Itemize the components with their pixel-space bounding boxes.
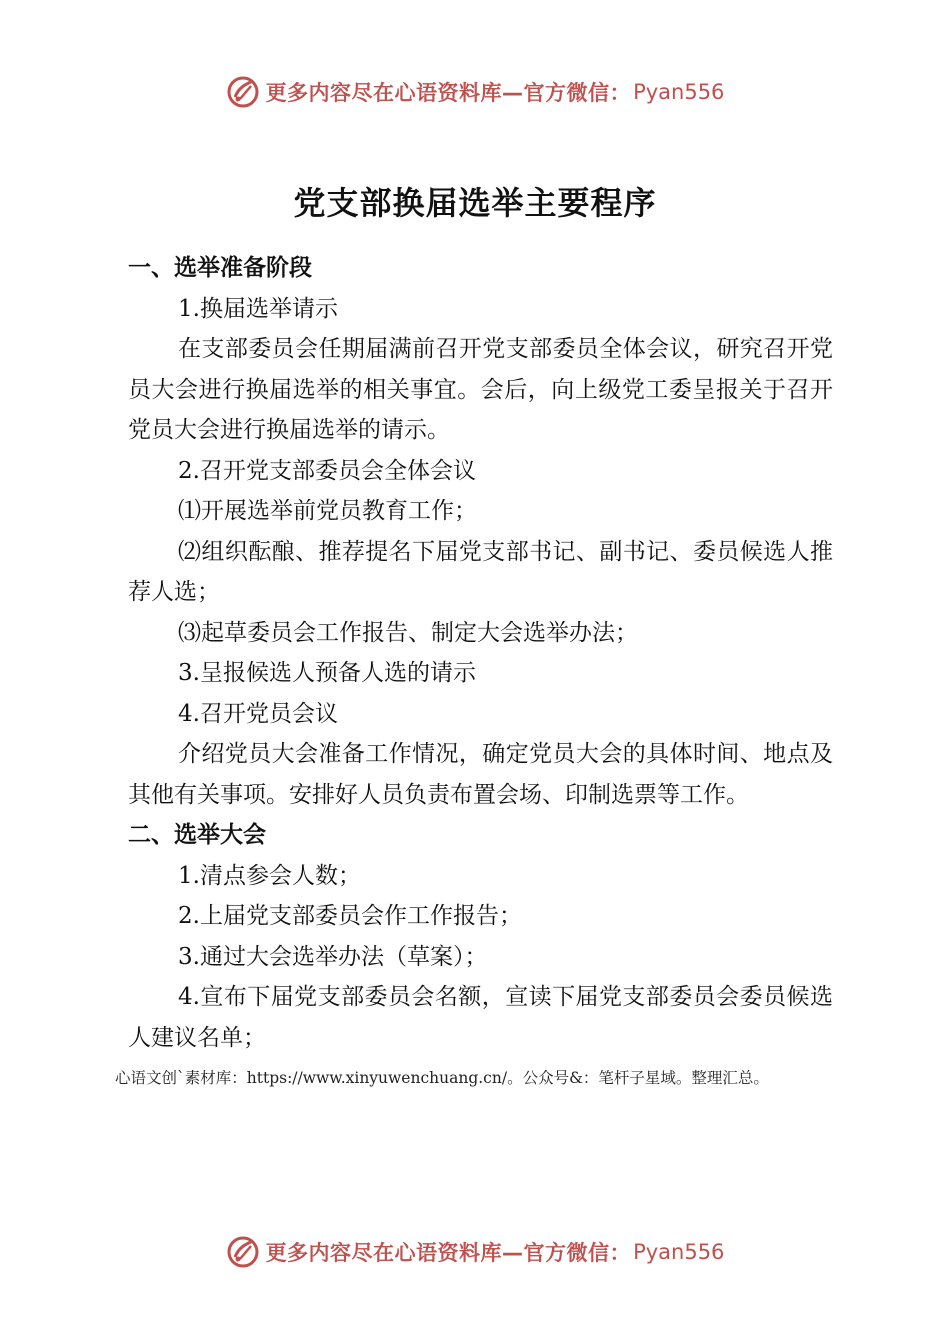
page-title: 党支部换届选举主要程序: [293, 184, 657, 222]
s2-item4: 4.宣布下届党支部委员会名额，宣读下届党支部委员会委员候选人建议名单；: [128, 984, 833, 1051]
source-footnote: 心语文创`素材库：https://www.xinyuwenchuang.cn/。公众号&：笔杆子星域。整理汇总。: [115, 1069, 769, 1087]
s2-item1: 1.清点参会人数；: [178, 862, 361, 889]
s1-item4-title: 4.召开党员会议: [178, 700, 338, 727]
s1-item2-sub3: ⑶起草委员会工作报告、制定大会选举办法；: [178, 619, 638, 646]
s1-item2-sub2: ⑵组织酝酿、推荐提名下届党支部书记、副书记、委员候选人推荐人选；: [128, 538, 833, 605]
brand-logo-icon: [226, 75, 260, 109]
s1-item4-text: 介绍党员大会准备工作情况，确定党员大会的具体时间、地点及其他有关事项。安排好人员负责布置会场、印制选票等工作。: [128, 741, 833, 808]
s2-item3: 3.通过大会选举办法（草案）；: [178, 943, 488, 970]
footer-banner: [0, 1232, 950, 1272]
brand-logo-icon: [226, 1235, 260, 1269]
s1-item2-title: 2.召开党支部委员会全体会议: [178, 457, 476, 484]
s2-item2: 2.上届党支部委员会作工作报告；: [178, 903, 522, 929]
s1-item1-title: 1.换届选举请示: [178, 295, 338, 322]
section2-heading: 二、选举大会: [128, 822, 266, 848]
section1-heading: 一、选举准备阶段: [128, 255, 312, 281]
banner-wechat-id: Pyan556: [633, 1240, 725, 1264]
banner-text: 更多内容尽在心语资料库—官方微信：: [265, 81, 632, 105]
s1-item3-title: 3.呈报候选人预备人选的请示: [178, 660, 476, 686]
banner-text: 更多内容尽在心语资料库—官方微信：: [265, 1241, 632, 1265]
header-banner: [0, 72, 950, 112]
s1-item1-text: 在支部委员会任期届满前召开党支部委员全体会议，研究召开党员大会进行换届选举的相关事宜。会后，向上级党工委呈报关于召开党员大会进行换届选举的请示。: [128, 336, 833, 443]
s1-item2-sub1: ⑴开展选举前党员教育工作；: [178, 498, 477, 524]
document-body: [128, 248, 833, 1058]
banner-wechat-id: Pyan556: [633, 80, 725, 104]
